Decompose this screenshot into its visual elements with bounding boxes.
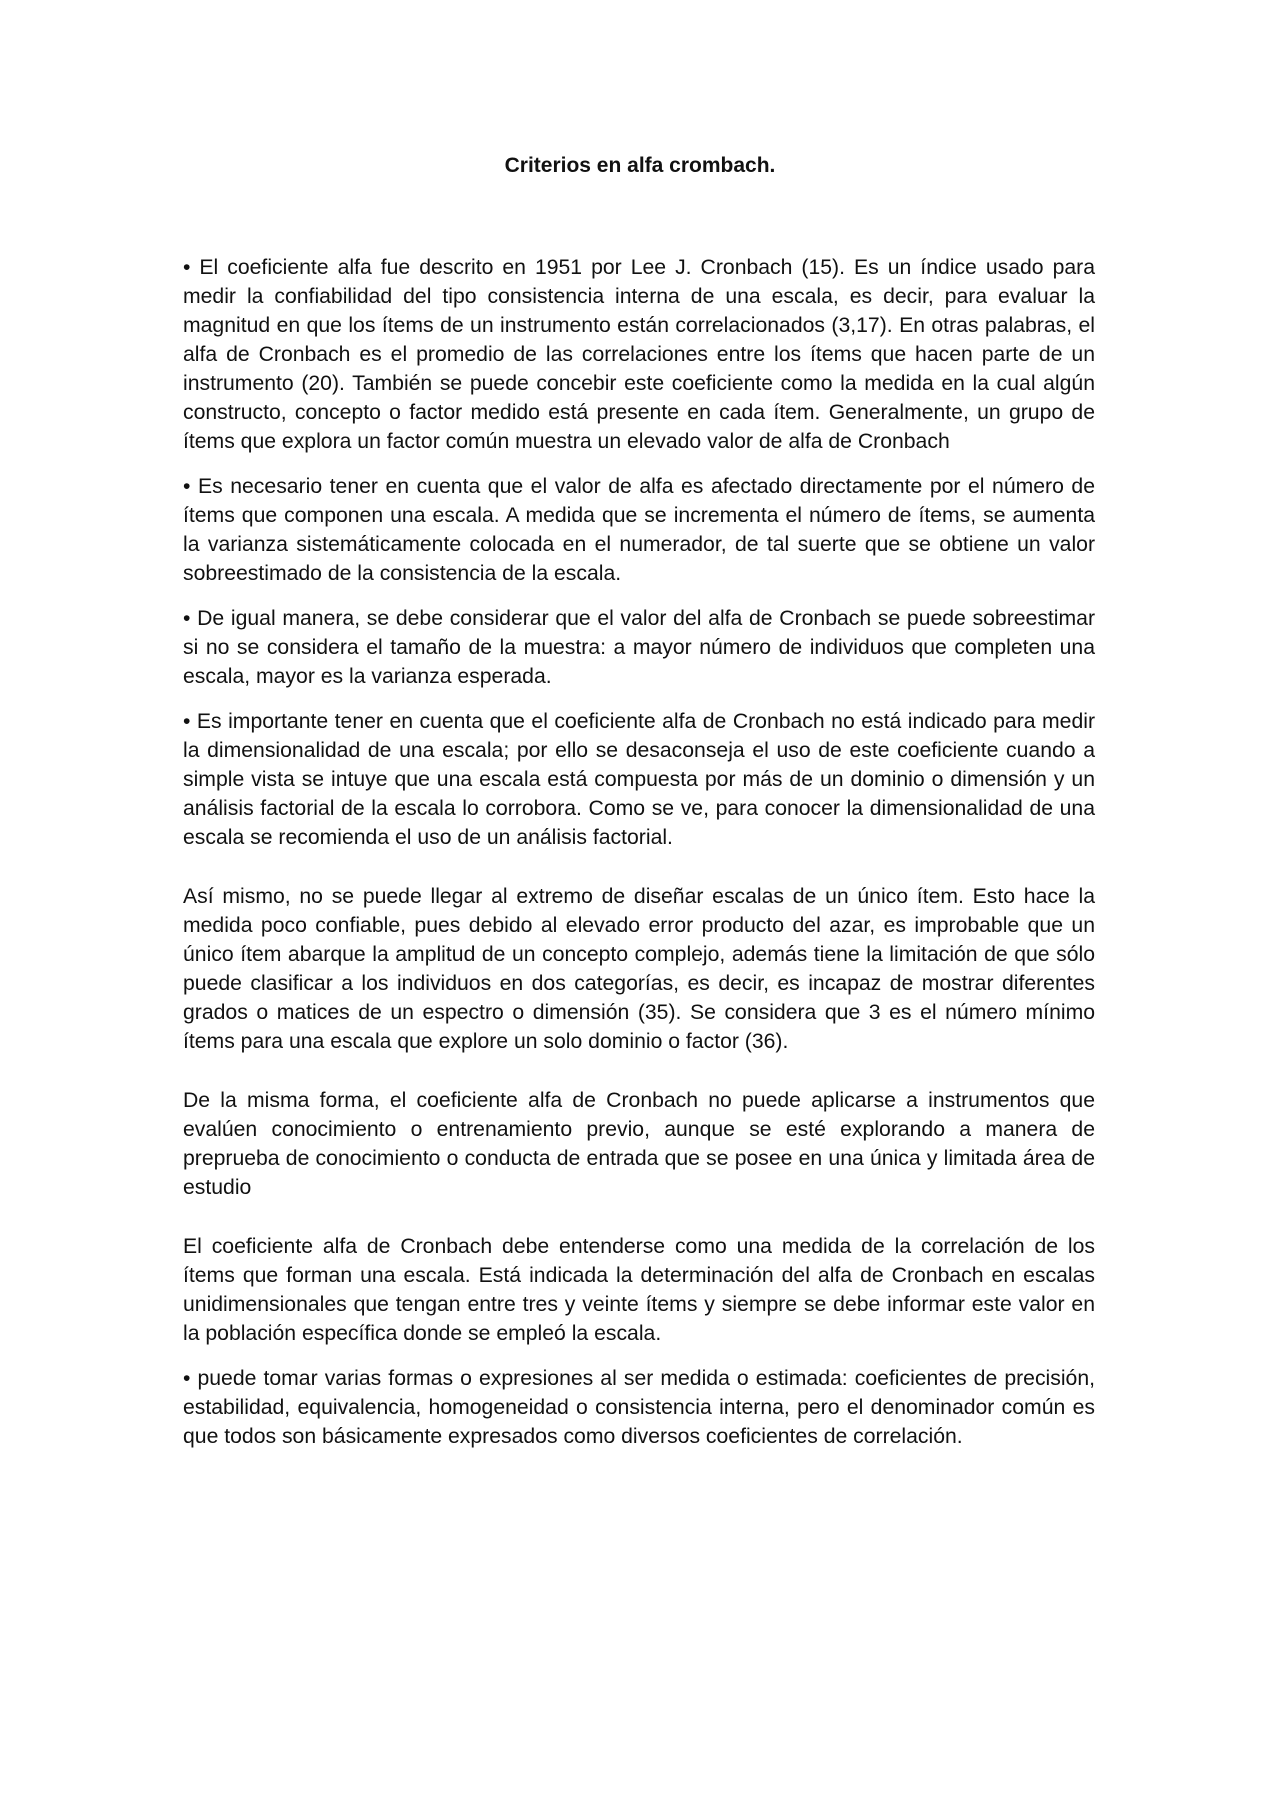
paragraph-single-item-scales: Así mismo, no se puede llegar al extremo de diseñar escalas de un único ítem. Esto hace la medida poco confiable, pues debido al elevado error producto del azar, es improbable que un único ítem abarque la amplitud de un concepto complejo, además tiene la limitación de que sólo puede clasificar a los individuos en dos categorías, es decir, es incapaz de mostrar diferentes grados o matices de un espectro o dimensión (35). Se considera que 3 es el número mínimo ítems para una escala que explore un solo dominio o factor (36). <box>183 885 1095 1053</box>
document-title: Criterios en alfa crombach. <box>504 154 776 177</box>
paragraph-alpha-definition: • El coeficiente alfa fue descrito en 1951 por Lee J. Cronbach (15). Es un índice usado para medir la confiabilidad del tipo consistencia interna de una escala, es decir, para evaluar la magnitud en que los ítems de un instrumento están correlacionados (3,17). En otras palabras, el alfa de Cronbach es el promedio de las correlaciones entre los ítems que hacen parte de un instrumento (20). También se puede concebir este coeficiente como la medida en la cual algún constructo, concepto o factor medido está presente en cada ítem. Generalmente, un grupo de ítems que explora un factor común muestra un elevado valor de alfa de Cronbach <box>183 256 1095 453</box>
paragraph-dimensionality: • Es importante tener en cuenta que el coeficiente alfa de Cronbach no está indicado para medir la dimensionalidad de una escala; por ello se desaconseja el uso de este coeficiente cuando a simple vista se intuye que una escala está compuesta por más de un dominio o dimensión y un análisis factorial de la escala lo corrobora. Como se ve, para conocer la dimensionalidad de una escala se recomienda el uso de un análisis factorial. <box>183 710 1095 849</box>
document-body <box>183 253 1095 1451</box>
paragraph-forms-expressions: • puede tomar varias formas o expresiones al ser medida o estimada: coeficientes de precisión, estabilidad, equivalencia, homogeneidad o consistencia interna, pero el denominador común es que todos son básicamente expresados como diversos coeficientes de correlación. <box>183 1367 1095 1448</box>
paragraph-sample-size: • De igual manera, se debe considerar que el valor del alfa de Cronbach se puede sobreestimar si no se considera el tamaño de la muestra: a mayor número de individuos que completen una escala, mayor es la varianza esperada. <box>183 607 1095 688</box>
paragraph-correlation-measure: El coeficiente alfa de Cronbach debe entenderse como una medida de la correlación de los ítems que forman una escala. Está indicada la determinación del alfa de Cronbach en escalas unidimensionales que tengan entre tres y veinte ítems y siempre se debe informar este valor en la población específica donde se empleó la escala. <box>183 1235 1095 1345</box>
paragraph-number-of-items: • Es necesario tener en cuenta que el valor de alfa es afectado directamente por el número de ítems que componen una escala. A medida que se incrementa el número de ítems, se aumenta la varianza sistemáticamente colocada en el numerador, de tal suerte que se obtiene un valor sobreestimado de la consistencia de la escala. <box>183 475 1095 585</box>
paragraph-prior-knowledge: De la misma forma, el coeficiente alfa de Cronbach no puede aplicarse a instrumentos que evalúen conocimiento o entrenamiento previo, aunque se esté explorando a manera de preprueba de conocimiento o conducta de entrada que se posee en una única y limitada área de estudio <box>183 1089 1095 1199</box>
